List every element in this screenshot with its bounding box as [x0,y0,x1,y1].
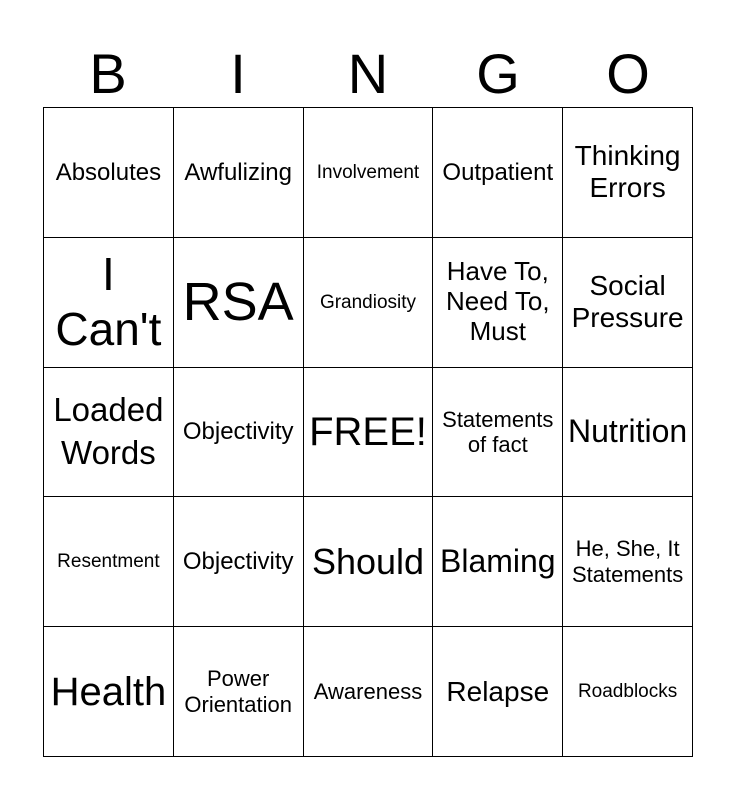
bingo-cell[interactable] [44,497,174,627]
bingo-cell[interactable] [433,108,563,238]
bingo-cell[interactable] [304,497,434,627]
header-letter-o: O [606,42,650,105]
cell-label: FREE! [309,409,427,454]
cell-label: Health [50,669,167,714]
cell-label: Social Pressure [571,270,684,334]
bingo-cell[interactable] [433,627,563,757]
bingo-cell[interactable] [563,627,693,757]
bingo-cell[interactable] [44,108,174,238]
cell-label: Involvement [316,161,420,183]
cell-label: Objectivity [182,418,294,446]
cell-label: Should [311,540,425,582]
bingo-cell[interactable] [563,238,693,368]
bingo-cell[interactable] [44,627,174,757]
header-letter-b: B [89,42,127,105]
bingo-cell[interactable] [433,497,563,627]
cell-label: Roadblocks [577,681,678,703]
header-letter-n: N [347,42,389,105]
cell-label: Resentment [57,551,160,573]
bingo-cell[interactable] [174,368,304,498]
bingo-header [43,40,693,108]
bingo-grid [43,107,693,757]
cell-label: Absolutes [55,158,162,186]
bingo-cell[interactable] [563,108,693,238]
cell-label: Statements of fact [442,406,554,457]
bingo-cell[interactable] [563,497,693,627]
cell-label: He, She, It Statements [571,536,684,587]
bingo-cell[interactable] [563,368,693,498]
cell-label: Awareness [313,678,423,704]
bingo-cell[interactable] [44,238,174,368]
cell-label: Loaded Words [53,391,164,471]
cell-label: RSA [182,271,294,332]
bingo-cell[interactable] [44,368,174,498]
bingo-cell[interactable] [174,497,304,627]
cell-label: Have To, Need To, Must [445,256,550,347]
cell-label: I Can't [55,248,162,356]
bingo-cell[interactable] [304,238,434,368]
cell-label: Outpatient [442,158,554,186]
bingo-cell[interactable] [174,108,304,238]
cell-label: Grandiosity [319,291,417,313]
cell-label: Relapse [446,675,550,707]
bingo-cell[interactable] [174,627,304,757]
bingo-cell[interactable] [433,238,563,368]
header-letter-g: G [476,42,520,105]
cell-label: Power Orientation [184,666,292,717]
header-letter-i: I [230,42,246,105]
cell-label: Objectivity [182,548,294,576]
bingo-cell[interactable] [174,238,304,368]
bingo-cell[interactable] [304,368,434,498]
bingo-cell[interactable] [304,627,434,757]
cell-label: Thinking Errors [574,140,681,204]
cell-label: Blaming [439,543,556,580]
cell-label: Awfulizing [184,158,292,186]
bingo-cell[interactable] [304,108,434,238]
bingo-cell[interactable] [433,368,563,498]
cell-label: Nutrition [568,413,688,450]
